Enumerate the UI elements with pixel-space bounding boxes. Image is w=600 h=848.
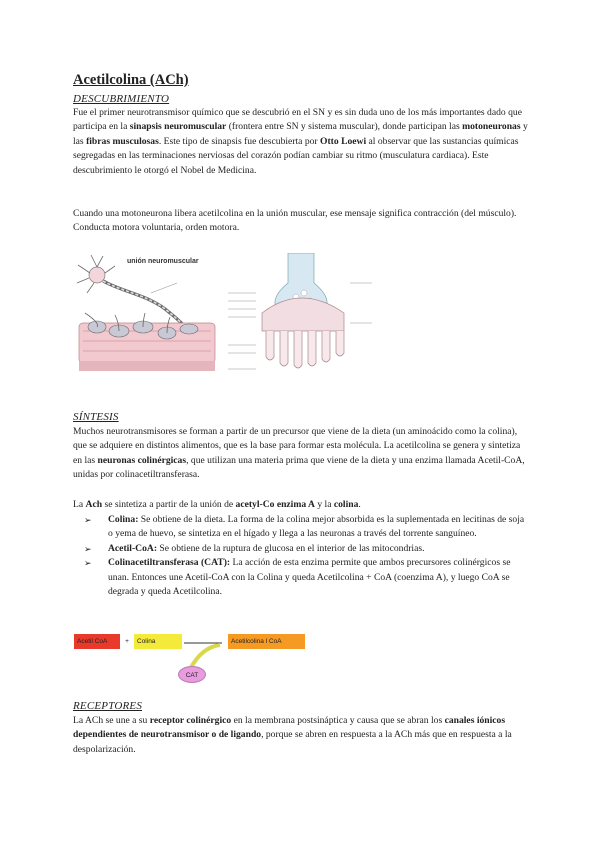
synthesis-bullet-list bbox=[84, 513, 529, 599]
bullet-acetil-coa-text: Acetil-CoA: Se obtiene de la ruptura de glucosa en el interior de las mitocondrias. bbox=[108, 542, 425, 554]
paragraph-descubrimiento-2: Cuando una motoneurona libera acetilcolina en la unión muscular, ese mensaje significa contracción (del músculo). Conducta motora voluntaria, orden motora. bbox=[73, 208, 517, 234]
cat-enzyme-ellipse: CAT bbox=[178, 666, 206, 683]
paragraph-sintesis-1: Muchos neurotransmisores se forman a partir de un precursor que viene de la dieta (un aminoácido como la colina), que se adquiere en distintos alimentos, que es la base para formar esta molécula. La acetilcolina se genera y sintetiza en las neuronas colinérgicas, que utilizan una materia prima que viene de la dieta y una enzima llamada Acetil-CoA, unidas por colinacetiltransferasa. bbox=[73, 426, 525, 481]
heading-receptores: RECEPTORES bbox=[73, 700, 143, 712]
bullet-colina bbox=[84, 513, 529, 542]
neuromuscular-junction-figure bbox=[75, 253, 223, 377]
neuron-illustration bbox=[75, 253, 223, 377]
synapse-illustration bbox=[226, 253, 374, 377]
page-title: Acetilcolina (ACh) bbox=[73, 72, 189, 88]
arrow-bullet-icon: ➢ bbox=[84, 515, 92, 525]
arrow-bullet-icon: ➢ bbox=[84, 543, 92, 554]
bullet-cat-text: Colinacetiltransferasa (CAT): La acción de esta enzima permite que ambos precursores colinérgicos se unan. Entonces une Acetil-CoA con la Colina y queda Acetilcolina + CoA (coenzima A), y luego CoA se degrada y queda Acetilcolina. bbox=[108, 557, 511, 598]
reaction-diagram bbox=[74, 631, 314, 693]
heading-sintesis: SÍNTESIS bbox=[73, 411, 119, 423]
paragraph-receptores-1: La ACh se une a su receptor colinérgico en la membrana postsináptica y causa que se abran los canales iónicos dependientes de neurotransmisor o de ligando, porque se abren en respuesta a la ACh más que en respuesta a la despolarización. bbox=[73, 715, 512, 755]
bullet-colina-text: Colina: Se obtiene de la dieta. La forma de la colina mejor absorbida es la suplementada en lecitinas de soja o yema de huevo, se sintetiza en el hígado y llega a las neuronas a través del torrente sanguíneo. bbox=[108, 514, 525, 540]
paragraph-descubrimiento-1: Fue el primer neurotransmisor químico que se descubrió en el SN y es sin duda uno de los más importantes dado que participa en la sinapsis neuromuscular (frontera entre SN y sistema muscular), donde participan las motoneuronas y las fibras musculosas. Este tipo de sinapsis fue descubierta por Otto Loewi al observar que las sustancias químicas segregadas en las terminaciones nerviosas del corazón podían cambiar su ritmo (musculatura cardiaca). Este descubrimiento le otorgó el Nobel de Medicina. bbox=[73, 107, 528, 176]
nmj-label: unión neuromuscular bbox=[127, 258, 199, 265]
colina-box: Colina bbox=[134, 634, 182, 649]
synapse-detail-figure bbox=[226, 253, 374, 377]
heading-descubrimiento: DESCUBRIMIENTO bbox=[73, 93, 170, 105]
plus-sign: + bbox=[125, 638, 129, 645]
arrow-bullet-icon: ➢ bbox=[84, 558, 92, 569]
product-box: Acetilcolina l CoA bbox=[228, 634, 305, 649]
paragraph-sintesis-2: La Ach se sintetiza a partir de la unión de acetyl-Co enzima A y la colina. bbox=[73, 499, 361, 510]
acetyl-coa-box: Acetil CoA bbox=[74, 634, 120, 649]
bullet-cat bbox=[84, 556, 529, 599]
bullet-acetil-coa bbox=[84, 542, 529, 556]
